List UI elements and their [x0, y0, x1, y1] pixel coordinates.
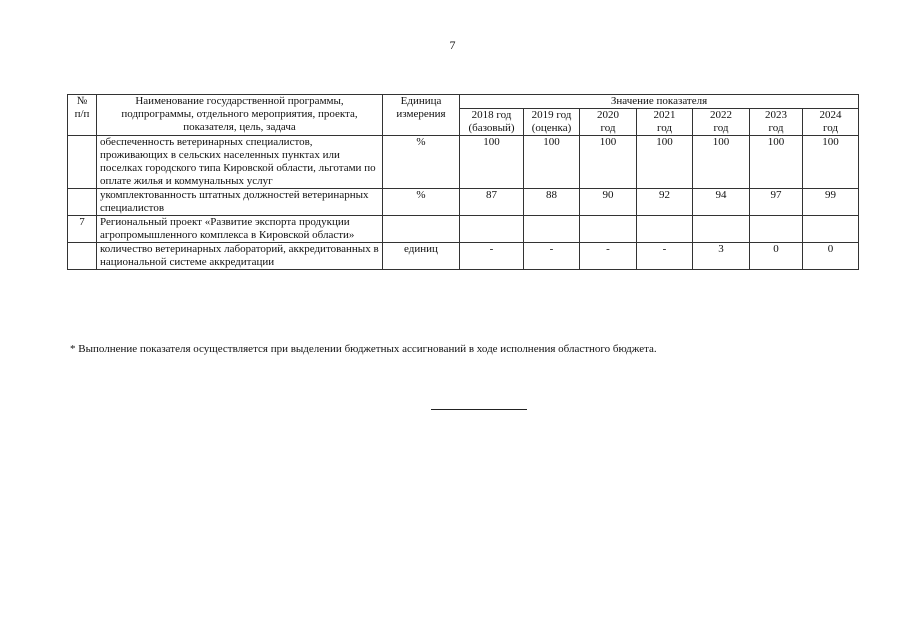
row-num: [68, 243, 97, 270]
row-value: 100: [460, 136, 524, 189]
row-value: [750, 216, 803, 243]
row-value: [580, 216, 637, 243]
row-value: [803, 216, 859, 243]
row-value: 0: [750, 243, 803, 270]
row-name: укомплектованность штатных должностей ветеринарных специалистов: [97, 189, 383, 216]
row-unit: %: [383, 136, 460, 189]
header-year: 2018 год (базовый): [460, 109, 524, 136]
table-row: [68, 136, 859, 189]
row-value: 99: [803, 189, 859, 216]
row-num: [68, 136, 97, 189]
row-value: [637, 216, 693, 243]
row-num: [68, 189, 97, 216]
row-value: 90: [580, 189, 637, 216]
header-year: 2022 год: [693, 109, 750, 136]
row-value: 88: [524, 189, 580, 216]
row-value: [524, 216, 580, 243]
row-value: -: [524, 243, 580, 270]
row-unit: [383, 216, 460, 243]
row-name: Региональный проект «Развитие экспорта продукции агропромышленного комплекса в Кировской области»: [97, 216, 383, 243]
row-value: 100: [524, 136, 580, 189]
row-value: 100: [580, 136, 637, 189]
header-row-1: [68, 95, 859, 109]
header-year: 2020 год: [580, 109, 637, 136]
row-value: -: [580, 243, 637, 270]
row-value: 100: [637, 136, 693, 189]
row-name: обеспеченность ветеринарных специалистов, проживающих в сельских населенных пунктах или поселках городского типа Кировской области, льготами по оплате жилья и коммунальных услуг: [97, 136, 383, 189]
row-value: 94: [693, 189, 750, 216]
row-value: 100: [803, 136, 859, 189]
header-year: 2021 год: [637, 109, 693, 136]
header-unit: Единица измерения: [383, 95, 460, 136]
header-name: Наименование государственной программы, подпрограммы, отдельного мероприятия, проекта, показателя, цель, задача: [97, 95, 383, 136]
page-number: 7: [449, 38, 456, 52]
row-value: 92: [637, 189, 693, 216]
end-rule: [431, 409, 527, 410]
row-value: 100: [750, 136, 803, 189]
header-values-group: Значение показателя: [460, 95, 859, 109]
row-value: 0: [803, 243, 859, 270]
table-row: [68, 216, 859, 243]
header-year: 2024 год: [803, 109, 859, 136]
row-num: 7: [68, 216, 97, 243]
row-value: [693, 216, 750, 243]
row-unit: %: [383, 189, 460, 216]
header-year: 2019 год (оценка): [524, 109, 580, 136]
table-row: [68, 243, 859, 270]
row-value: -: [637, 243, 693, 270]
row-name: количество ветеринарных лабораторий, аккредитованных в национальной системе аккредитации: [97, 243, 383, 270]
header-year: 2023 год: [750, 109, 803, 136]
row-value: -: [460, 243, 524, 270]
footnote: * Выполнение показателя осуществляется при выделении бюджетных ассигнований в ходе исполнения областного бюджета.: [70, 343, 657, 355]
row-value: 87: [460, 189, 524, 216]
row-value: 100: [693, 136, 750, 189]
header-num: № п/п: [68, 95, 97, 136]
indicators-table: [67, 94, 859, 270]
table-row: [68, 189, 859, 216]
row-value: 97: [750, 189, 803, 216]
row-value: 3: [693, 243, 750, 270]
row-value: [460, 216, 524, 243]
row-unit: единиц: [383, 243, 460, 270]
